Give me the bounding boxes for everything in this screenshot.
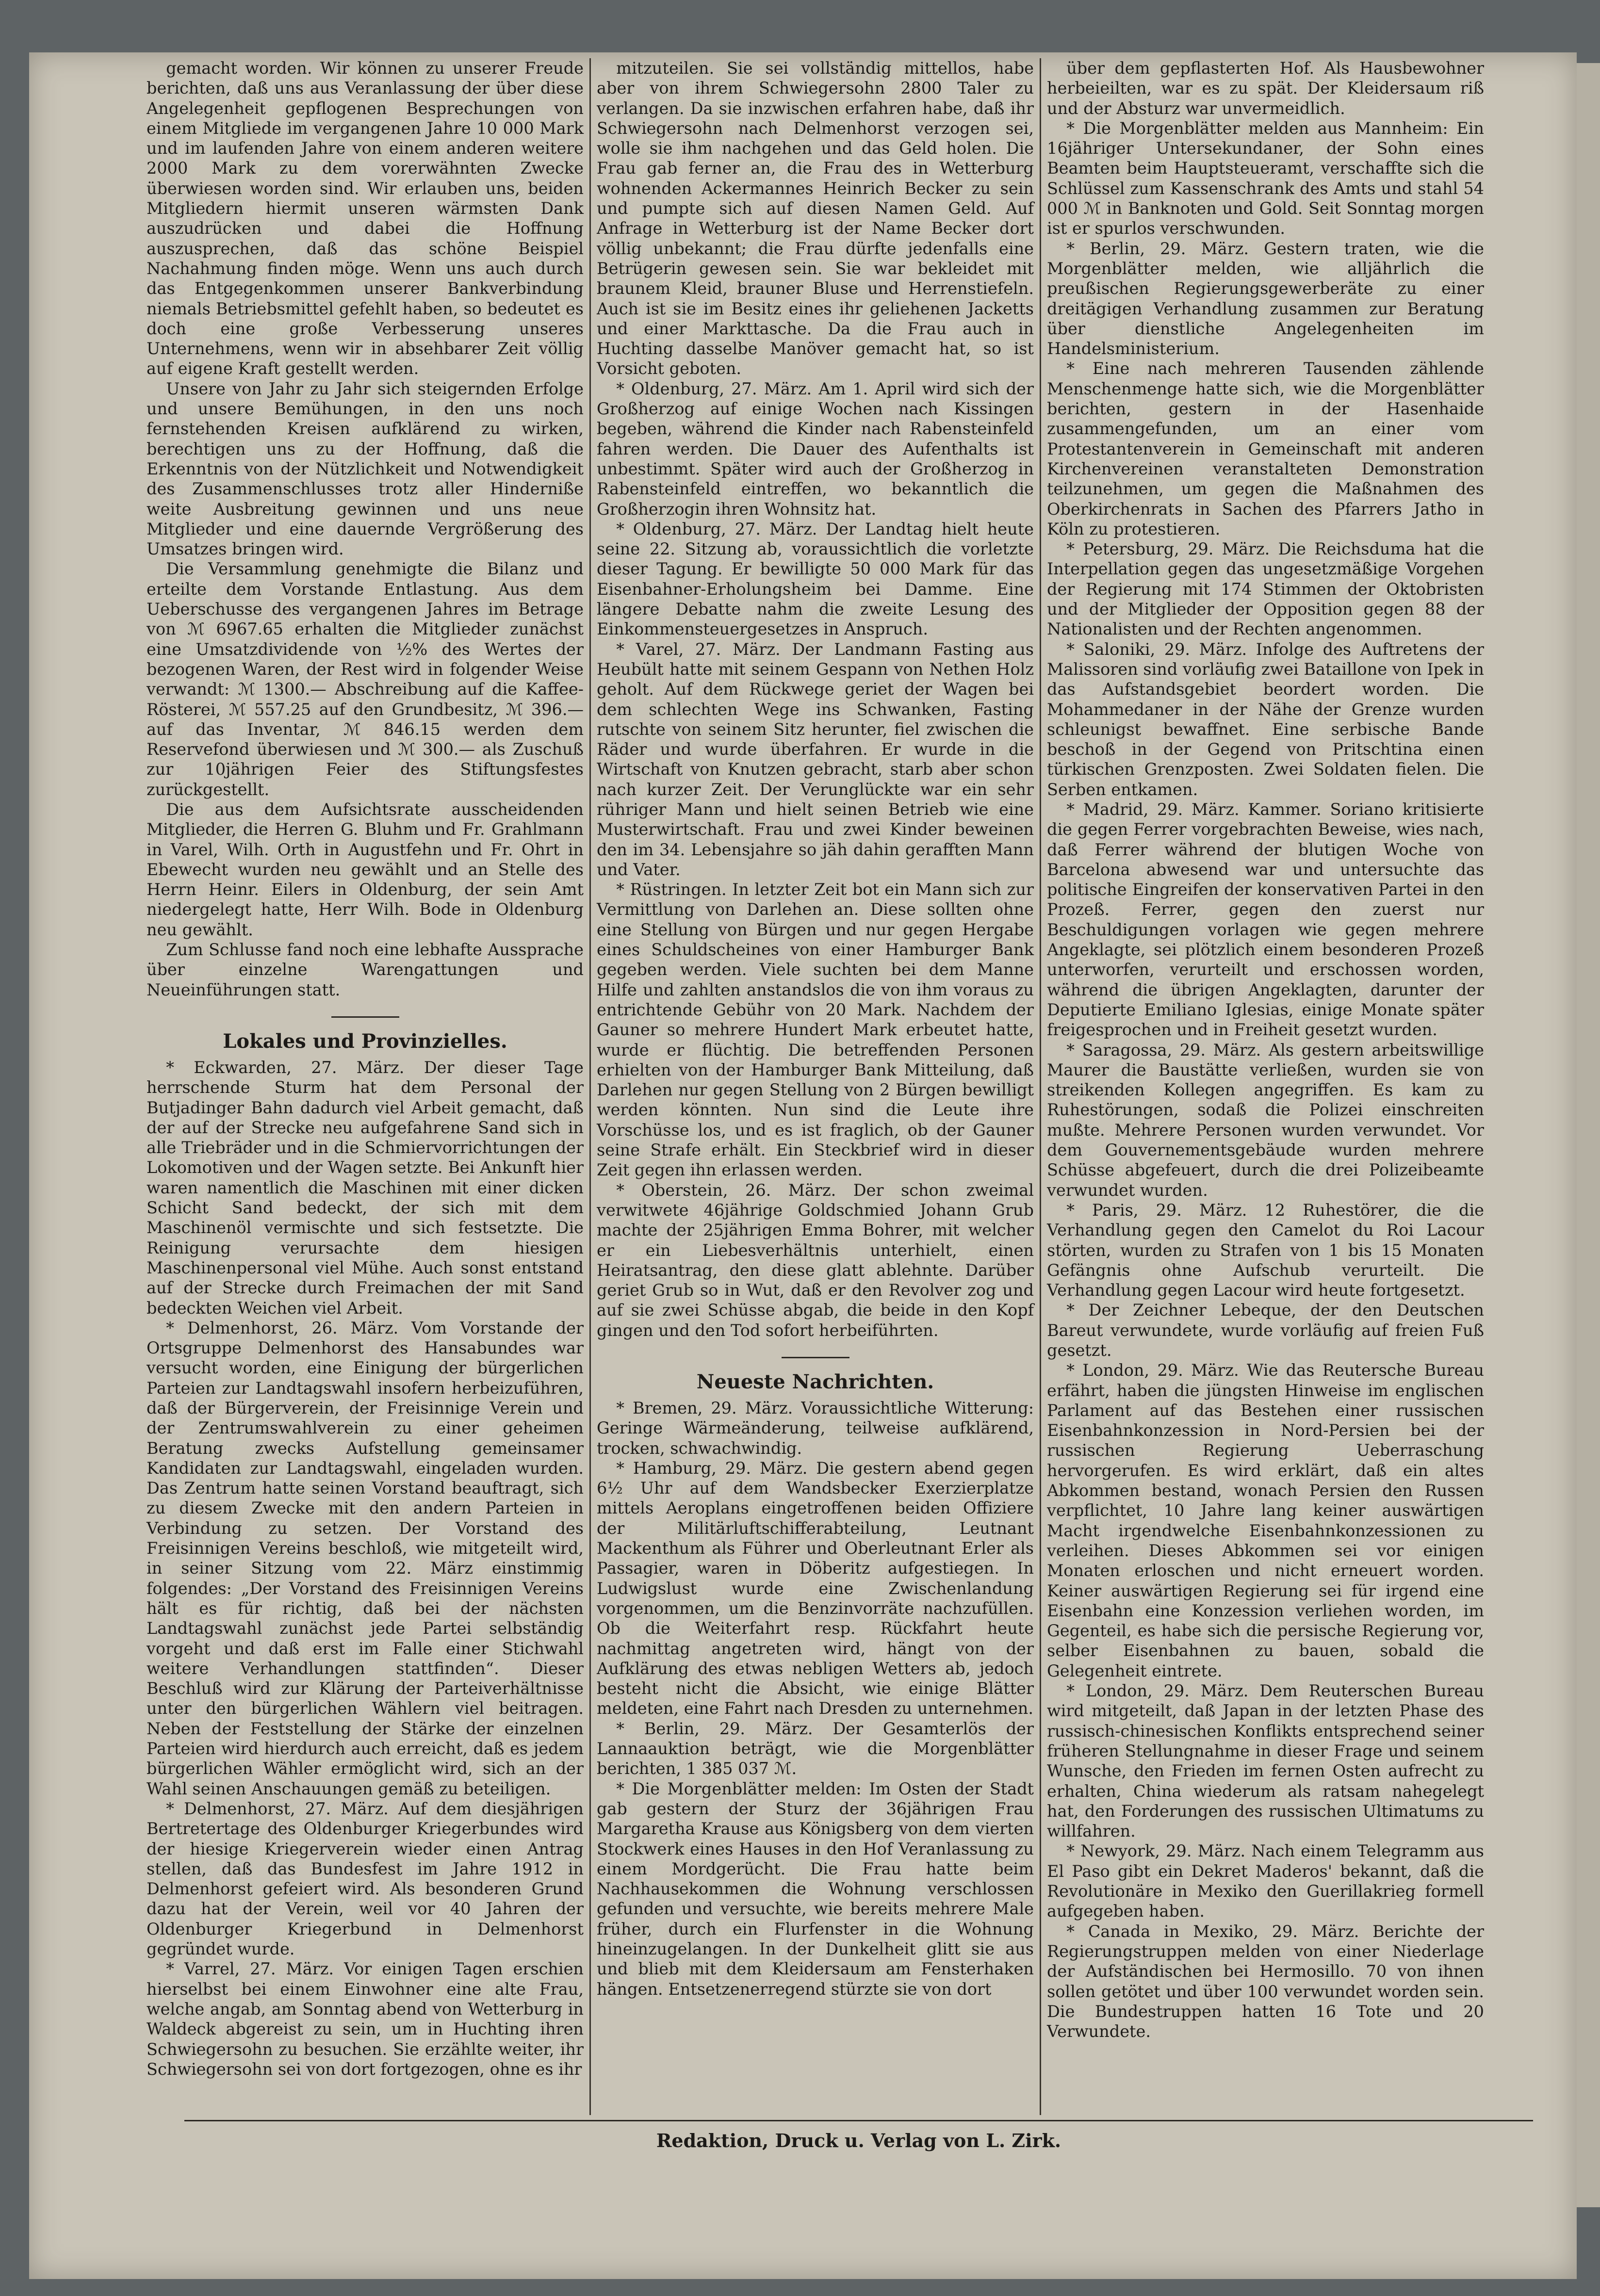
imprint-footer: Redaktion, Druck u. Verlag von L. Zirk. <box>656 2130 1061 2151</box>
article-paragraph: * London, 29. März. Dem Reuterschen Bureau wird mitgeteilt, daß Japan in der letzten Phase des russisch-chinesischen Konflikts entsprechend seiner früheren Stellungnahme in dieser Frage und seinem Wunsche, den Frieden im fernen Osten aufrecht zu erhalten, China wiederum als ratsam nahegelegt hat, den Forderungen des russischen Ultimatums zu willfahren. <box>1047 1681 1484 1841</box>
article-paragraph: * Berlin, 29. März. Der Gesamterlös der Lannaauktion beträgt, wie die Morgenblätter berichten, 1 385 037 ℳ. <box>597 1719 1034 1778</box>
article-paragraph: * Madrid, 29. März. Kammer. Soriano kritisierte die gegen Ferrer vorgebrachten Beweise, wies nach, daß Ferrer während der blutigen Woche von Barcelona abwesend war und untersuchte das politische Eingreifen der konservativen Partei in den Prozeß. Ferrer, gegen den zuerst nur Beschuldigungen vorlagen wie gegen mehrere Angeklagte, sei plötzlich einem besonderen Prozeß unterworfen, verurteilt und erschossen worden, während die übrigen Angeklagten, darunter der Deputierte Emiliano Iglesias, einige Monate später freigesprochen und in Freiheit gesetzt wurden. <box>1047 799 1484 1040</box>
article-paragraph: * Paris, 29. März. 12 Ruhestörer, die die Verhandlung gegen den Camelot du Roi Lacour störten, wurden zu Strafen von 1 bis 15 Monaten Gefängnis ohne Aufschub verurteilt. Die Verhandlung gegen Lacour wird heute fortgesetzt. <box>1047 1200 1484 1300</box>
section-separator <box>782 1357 849 1358</box>
article-paragraph: * Berlin, 29. März. Gestern traten, wie die Morgenblätter melden, wie alljährlich die preußischen Regierungsgewerberäte zu einer dreitägigen Verhandlung zusammen zur Beratung über dienstliche Angelegenheiten im Handelsministerium. <box>1047 239 1484 358</box>
article-paragraph: * Hamburg, 29. März. Die gestern abend gegen 6½ Uhr auf dem Wandsbecker Exerzierplatze mittels Aeroplans eingetroffenen beiden Offiziere der Militärluftschifferabteilung, Leutnant Mackenthum als Führer und Oberleutnant Erler als Passagier, waren in Döberitz aufgestiegen. In Ludwigslust wurde eine Zwischenlandung vorgenommen, um die Benzinvorräte nachzufüllen. Ob die Weiterfahrt resp. Rückfahrt heute nachmittag angetreten wird, hängt von der Aufklärung des etwas nebligen Wetters ab, jedoch besteht nicht die Absicht, wie einige Blätter meldeten, eine Fahrt nach Dresden zu unternehmen. <box>597 1458 1034 1718</box>
article-paragraph: * Canada in Mexiko, 29. März. Berichte der Regierungstruppen melden von einer Niederlage der Aufständischen bei Hermosillo. 70 von ihnen sollen getötet und über 100 verwundet worden sein. Die Bundestruppen hatten 16 Tote und 20 Verwundete. <box>1047 1921 1484 2041</box>
article-paragraph: * Saragossa, 29. März. Als gestern arbeitswillige Maurer die Baustätte verließen, wurden sie von streikenden Kollegen angegriffen. Es kam zu Ruhestörungen, sodaß die Polizei einschreiten mußte. Mehrere Personen wurden verwundet. Vor dem Gouvernementsgebäude wurden mehrere Schüsse abgefeuert, durch die drei Polizeibeamte verwundet wurden. <box>1047 1040 1484 1200</box>
article-paragraph: * Saloniki, 29. März. Infolge des Auftretens der Malissoren sind vorläufig zwei Bataillone von Ipek in das Aufstandsgebiet beordert worden. Die Mohammedaner in der Nähe der Grenze wurden schleunigst bewaffnet. Eine serbische Bande beschoß in der Gegend von Pritschtina einen türkischen Grenzposten. Zwei Soldaten fielen. Die Serben entkamen. <box>1047 639 1484 799</box>
article-paragraph: mitzuteilen. Sie sei vollständig mittellos, habe aber von ihrem Schwiegersohn 2800 Taler zu verlangen. Da sie inzwischen erfahren habe, daß ihr Schwiegersohn nach Delmenhorst verzogen sei, wolle sie ihm nachgehen und das Geld holen. Die Frau gab ferner an, die Frau des in Wetterburg wohnenden Ackermannes Heinrich Becker zu sein und pumpte sich auf diesen Namen Geld. Auf Anfrage in Wetterburg ist der Name Becker dort völlig unbekannt; die Frau dürfte jedenfalls eine Betrügerin gewesen sein. Sie war bekleidet mit braunem Kleid, brauner Bluse und Herrenstiefeln. Auch ist sie im Besitz eines ihr geliehenen Jacketts und einer Markttasche. Da die Frau auch in Huchting dasselbe Manöver gemacht hat, so ist Vorsicht geboten. <box>597 59 1034 378</box>
article-paragraph: * Die Morgenblätter melden aus Mannheim: Ein 16jähriger Untersekundaner, der Sohn eines Beamten beim Hauptsteueramt, verschaffte sich die Schlüssel zum Kassenschrank des Amts und stahl 54 000 ℳ in Banknoten und Gold. Seit Sonntag morgen ist er spurlos verschwunden. <box>1047 118 1484 238</box>
article-paragraph: * Rüstringen. In letzter Zeit bot ein Mann sich zur Vermittlung von Darlehen an. Diese sollten ohne eine Stellung von Bürgen und nur gegen Hergabe eines Schuldscheines von einer Hamburger Bank gegeben werden. Viele suchten bei dem Manne Hilfe und zahlten anstandslos die von ihm voraus zu entrichtende Gebühr von 20 Mark. Nachdem der Gauner so mehrere Hundert Mark erbeutet hatte, wurde er flüchtig. Die betreffenden Personen erhielten von der Hamburger Bank Mitteilung, daß Darlehen nur gegen Stellung von 2 Bürgen bewilligt werden könnten. Nun sind die Leute ihre Vorschüsse los, und es ist fraglich, ob der Gauner seine Strafe erhält. Ein Steckbrief wird in dieser Zeit gegen ihn erlassen werden. <box>597 880 1034 1180</box>
article-paragraph: gemacht worden. Wir können zu unserer Freude berichten, daß uns aus Veranlassung der über diese Angelegenheit gepflogenen Besprechungen von einem Mitgliede im vergangenen Jahre 10 000 Mark und im laufenden Jahre von einem anderen weitere 2000 Mark zu dem vorerwähnten Zwecke überwiesen worden sind. Wir erlauben uns, beiden Mitgliedern hiermit unseren wärmsten Dank auszudrücken und dabei die Hoffnung auszusprechen, daß das schöne Beispiel Nachahmung finden möge. Wenn uns auch durch das Entgegenkommen unserer Bankverbindung niemals Betriebsmittel gefehlt haben, so bedeutet es doch eine große Verbesserung unseres Unternehmens, wenn wir in absehbarer Zeit völlig auf eigene Kraft gestellt werden. <box>147 59 584 378</box>
article-paragraph: * Oldenburg, 27. März. Der Landtag hielt heute seine 22. Sitzung ab, voraussichtlich die vorletzte dieser Tagung. Er bewilligte 50 000 Mark für das Eisenbahner-Erholungsheim bei Damme. Eine längere Debatte nahm die zweite Lesung des Einkommensteuergesetzes in Anspruch. <box>597 519 1034 639</box>
article-paragraph: * Eckwarden, 27. März. Der dieser Tage herrschende Sturm hat dem Personal der Butjadinger Bahn dadurch viel Arbeit gemacht, daß der auf der Strecke neu aufgefahrene Sand sich in alle Triebräder und in die Schmiervorrichtungen der Lokomotiven und der Wagen setzte. Bei Ankunft hier waren namentlich die Maschinen mit einer dicken Schicht Sand bedeckt, der sich mit dem Maschinenöl vermischte und sich festsetzte. Die Reinigung verursachte dem hiesigen Maschinenpersonal viel Mühe. Auch sonst entstand auf der Strecke durch Freimachen der mit Sand bedeckten Weichen viel Arbeit. <box>147 1058 584 1318</box>
article-paragraph: * Bremen, 29. März. Voraussichtliche Witterung: Geringe Wärmeänderung, teilweise aufklärend, trocken, schwachwindig. <box>597 1399 1034 1458</box>
column-middle <box>591 58 1040 2115</box>
article-paragraph: * Oberstein, 26. März. Der schon zweimal verwitwete 46jährige Goldschmied Johann Grub machte der 25jährigen Emma Bohrer, mit welcher er ein Liebesverhältnis unterhielt, einen Heiratsantrag, den diese glatt ablehnte. Darüber geriet Grub so in Wut, daß er den Revolver zog und auf sie zwei Schüsse abgab, die beide in den Kopf gingen und den Tod sofort herbeiführten. <box>597 1180 1034 1340</box>
column-container <box>141 58 1533 2115</box>
article-paragraph: * Delmenhorst, 26. März. Vom Vorstande der Ortsgruppe Delmenhorst des Hansabundes war versucht worden, eine Einigung der bürgerlichen Parteien zur Landtagswahl insofern herbeizuführen, daß der Bürgerverein, der Freisinnige Verein und der Zentrumswahlverein zu einer geheimen Beratung zwecks Aufstellung gemeinsamer Kandidaten zur Landtagswahl, eingeladen wurden. Das Zentrum hatte seinen Vorstand beauftragt, sich zu diesem Zwecke mit den andern Parteien in Verbindung zu setzen. Der Vorstand des Freisinnigen Vereins beschloß, wie mitgeteilt wird, in seiner Sitzung vom 22. März einstimmig folgendes: „Der Vorstand des Freisinnigen Vereins hält es für richtig, daß bei der nächsten Landtagswahl zunächst jede Partei selbständig vorgeht und daß erst im Falle einer Stichwahl weitere Verhandlungen stattfinden“. Dieser Beschluß wird zur Klärung der Parteiverhältnisse unter den bürgerlichen Wählern viel beitragen. Neben der Feststellung der Stärke der einzelnen Parteien wird hierdurch auch erreicht, daß es jedem bürgerlichen Wähler ermöglicht wird, sich an der Wahl seinen Anschauungen gemäß zu beteiligen. <box>147 1318 584 1798</box>
article-paragraph: * Varel, 27. März. Der Landmann Fasting aus Heubült hatte mit seinem Gespann von Nethen Holz geholt. Auf dem Rückwege geriet der Wagen bei dem schlechten Wege ins Schwanken, Fasting rutschte von seinem Sitz herunter, fiel zwischen die Räder und wurde überfahren. Er wurde in die Wirtschaft von Knutzen gebracht, starb aber schon nach kurzer Zeit. Der Verunglückte war ein sehr rühriger Mann und hielt seinen Betrieb wie eine Musterwirtschaft. Frau und zwei Kinder beweinen den im 34. Lebensjahre so jäh dahin gerafften Mann und Vater. <box>597 639 1034 879</box>
footer-rule <box>184 2120 1533 2121</box>
article-paragraph: Die aus dem Aufsichtsrate ausscheidenden Mitglieder, die Herren G. Bluhm und Fr. Grahlmann in Varel, Wilh. Orth in Augustfehn und Fr. Ohrt in Ebewecht wurden neu gewählt und an Stelle des Herrn Heinr. Eilers in Oldenburg, der sein Amt niedergelegt hatte, Herr Wilh. Bode in Oldenburg neu gewählt. <box>147 799 584 939</box>
section-heading: Lokales und Provinzielles. <box>223 1029 507 1053</box>
column-right <box>1041 58 1490 2115</box>
article-paragraph: * Varrel, 27. März. Vor einigen Tagen erschien hierselbst bei einem Einwohner eine alte Frau, welche angab, am Sonntag abend von Wetterburg in Waldeck abgereist zu sein, um in Huchting ihren Schwiegersohn zu besuchen. Sie erzählte weiter, ihr Schwiegersohn sei von dort fortgezogen, ohne es ihr <box>147 1959 584 2079</box>
adjacent-page-edge <box>1577 63 1600 2207</box>
article-paragraph: * Oldenburg, 27. März. Am 1. April wird sich der Großherzog auf einige Wochen nach Kissingen begeben, während die Kinder nach Rabensteinfeld fahren werden. Die Dauer des Aufenthalts ist unbestimmt. Später wird auch der Großherzog in Rabensteinfeld eintreffen, wo bekanntlich die Großherzogin ihren Wohnsitz hat. <box>597 379 1034 519</box>
article-paragraph: * Delmenhorst, 27. März. Auf dem diesjährigen Bertretertage des Oldenburger Kriegerbundes wird der hiesige Kriegerverein wieder einen Antrag stellen, daß das Bundesfest im Jahre 1912 in Delmenhorst gefeiert wird. Als besonderen Grund dazu hat der Verein, weil vor 40 Jahren der Oldenburger Kriegerbund in Delmenhorst gegründet wurde. <box>147 1799 584 1959</box>
article-paragraph: * Petersburg, 29. März. Die Reichsduma hat die Interpellation gegen das ungesetzmäßige Vorgehen der Regierung mit 174 Stimmen der Oktobristen und der Mitglieder der Opposition gegen 88 der Nationalisten und der Rechten angenommen. <box>1047 539 1484 639</box>
article-paragraph: Die Versammlung genehmigte die Bilanz und erteilte dem Vorstande Entlastung. Aus dem Ueberschusse des vergangenen Jahres im Betrage von ℳ 6967.65 erhalten die Mitglieder zunächst eine Umsatzdividende von ½% des Wertes der bezogenen Waren, der Rest wird in folgender Weise verwandt: ℳ 1300.— Abschreibung auf die Kaffee-Rösterei, ℳ 557.25 auf den Grundbesitz, ℳ 396.— auf das Inventar, ℳ 846.15 werden dem Reservefond überwiesen und ℳ 300.— als Zuschuß zur 10jährigen Feier des Stiftungsfestes zurückgestellt. <box>147 559 584 799</box>
column-left <box>141 58 589 2115</box>
article-paragraph: Zum Schlusse fand noch eine lebhafte Aussprache über einzelne Warengattungen und Neueinführungen statt. <box>147 940 584 999</box>
article-paragraph: * Die Morgenblätter melden: Im Osten der Stadt gab gestern der Sturz der 36jährigen Frau Margaretha Krause aus Königsberg von dem vierten Stockwerk eines Hauses in den Hof Veranlassung zu einem Mordgerücht. Die Frau hatte beim Nachhausekommen die Wohnung verschlossen gefunden und versuchte, wie bereits mehrere Male früher, durch ein Flurfenster in die Wohnung hineinzugelangen. In der Dunkelheit glitt sie aus und blieb mit dem Kleidersaum am Fensterhaken hängen. Entsetzenerregend stürzte sie von dort <box>597 1779 1034 1999</box>
section-heading: Neueste Nachrichten. <box>696 1370 934 1393</box>
section-separator <box>331 1016 399 1018</box>
article-paragraph: * Newyork, 29. März. Nach einem Telegramm aus El Paso gibt ein Dekret Maderos' bekannt, daß die Revolutionäre in Mexiko den Guerillakrieg formell aufgegeben haben. <box>1047 1841 1484 1921</box>
article-paragraph: * Eine nach mehreren Tausenden zählende Menschenmenge hatte sich, wie die Morgenblätter berichten, gestern in der Hasenhaide zusammengefunden, um an einer vom Protestantenverein in Gemeinschaft mit anderen Kirchenvereinen veranstalteten Demonstration teilzunehmen, um gegen die Maßnahmen des Oberkirchenrats in Sachen des Pfarrers Jatho in Köln zu protestieren. <box>1047 359 1484 538</box>
article-paragraph: * London, 29. März. Wie das Reutersche Bureau erfährt, haben die jüngsten Hinweise im englischen Parlament auf das Bestehen einer russischen Eisenbahnkonzession in Nord-Persien bei der russischen Regierung Ueberraschung hervorgerufen. Es wird erklärt, daß ein altes Abkommen bestand, wonach Persien den Russen verpflichtet, 10 Jahre lang keiner auswärtigen Macht irgendwelche Eisenbahnkonzessionen zu verleihen. Dieses Abkommen sei vor einigen Monaten erloschen und nicht erneuert worden. Keiner auswärtigen Regierung sei für irgend eine Eisenbahn eine Konzession verliehen worden, im Gegenteil, es habe sich die persische Regierung vor, selber Eisenbahnen zu bauen, sobald die Gelegenheit eintrete. <box>1047 1361 1484 1680</box>
article-paragraph: Unsere von Jahr zu Jahr sich steigernden Erfolge und unsere Bemühungen, in den uns noch fernstehenden Kreisen aufklärend zu wirken, berechtigen uns zu der Hoffnung, daß die Erkenntnis von der Nützlichkeit und Notwendigkeit des Zusammenschlusses trotz aller Hinderniße weite Ausbreitung gewinnen und uns neue Mitglieder und eine dauernde Vergrößerung des Umsatzes bringen wird. <box>147 379 584 559</box>
article-paragraph: * Der Zeichner Lebeque, der den Deutschen Bareut verwundete, wurde vorläufig auf freien Fuß gesetzt. <box>1047 1301 1484 1360</box>
article-paragraph: über dem gepflasterten Hof. Als Hausbewohner herbeieilten, war es zu spät. Der Kleidersaum riß und der Absturz war unvermeidlich. <box>1047 59 1484 118</box>
